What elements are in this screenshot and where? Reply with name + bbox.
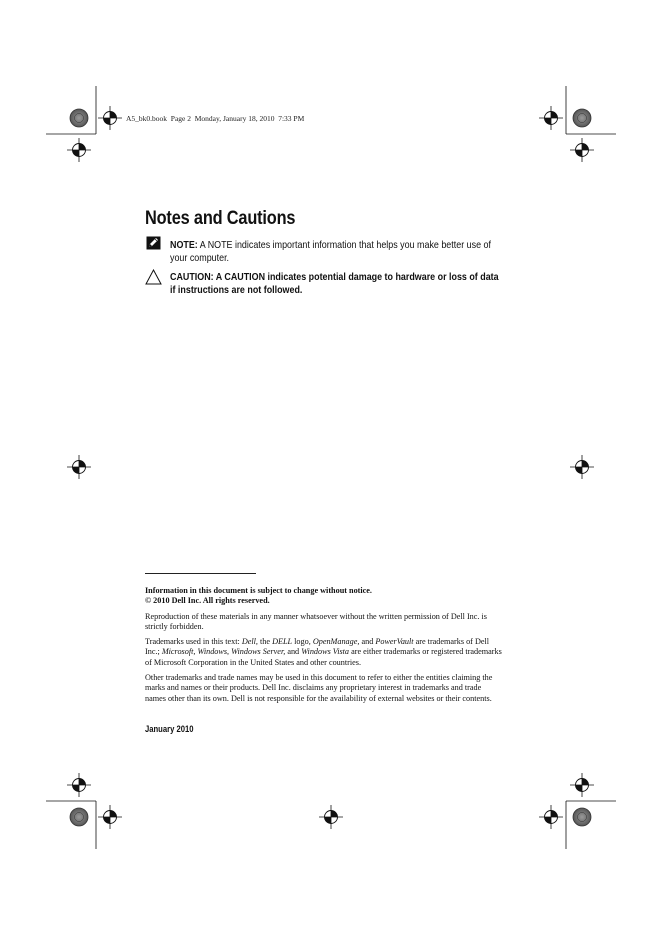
footnote-rule xyxy=(145,573,256,574)
caution-triangle-icon xyxy=(145,269,162,285)
info-block xyxy=(145,586,502,607)
color-bar-icon xyxy=(70,109,88,127)
caution-text xyxy=(170,271,503,297)
registration-mark-icon xyxy=(98,106,122,130)
color-bar-icon xyxy=(573,808,591,826)
other-trademarks-notice: Other trademarks and trade names may be used in this document to refer to either the entities claiming the marks and names or their products. Dell Inc. disclaims any proprietary interest in trademarks and trade names other than its own. Dell is not responsible for the availability of external websites or their contents. xyxy=(145,673,493,703)
color-bar-icon xyxy=(70,808,88,826)
registration-mark-icon xyxy=(67,138,91,162)
page-title: Notes and Cautions xyxy=(145,208,296,229)
note-pencil-icon xyxy=(146,236,161,250)
registration-mark-icon xyxy=(539,106,563,130)
registration-mark-icon xyxy=(570,138,594,162)
color-bar-icon xyxy=(573,109,591,127)
trademarks-notice: Trademarks used in this text: Dell, the DELL logo, OpenManage, and PowerVault are trademarks of Dell Inc.; Microsoft, Windows, Windows Server, and Windows Vista are either trademarks or registered trademarks of Microsoft Corporation in the United States and other countries. xyxy=(145,637,502,667)
publication-date: January 2010 xyxy=(145,724,194,734)
note-label: NOTE: xyxy=(170,239,198,251)
registration-mark-icon xyxy=(319,805,343,829)
registration-mark-icon xyxy=(539,805,563,829)
registration-mark-icon xyxy=(67,455,91,479)
info-line-1: Information in this document is subject to change without notice. xyxy=(145,586,372,595)
note-body: A NOTE indicates important information that helps you make better use of your computer. xyxy=(170,239,491,264)
registration-mark-icon xyxy=(98,805,122,829)
print-header: A5_bk0.book Page 2 Monday, January 18, 2010 7:33 PM xyxy=(126,114,305,123)
note-text xyxy=(170,239,503,265)
crop-lines xyxy=(46,86,616,849)
registration-mark-icon xyxy=(67,773,91,797)
registration-mark-icon xyxy=(570,773,594,797)
reproduction-notice: Reproduction of these materials in any manner whatsoever without the written permission of Dell Inc. is strictly forbidden. xyxy=(145,612,487,632)
caution-label: CAUTION: xyxy=(170,271,214,283)
copyright-line: © 2010 Dell Inc. All rights reserved. xyxy=(145,596,270,606)
caution-body: A CAUTION indicates potential damage to hardware or loss of data if instructions are not followed. xyxy=(170,271,499,296)
registration-mark-icon xyxy=(570,455,594,479)
